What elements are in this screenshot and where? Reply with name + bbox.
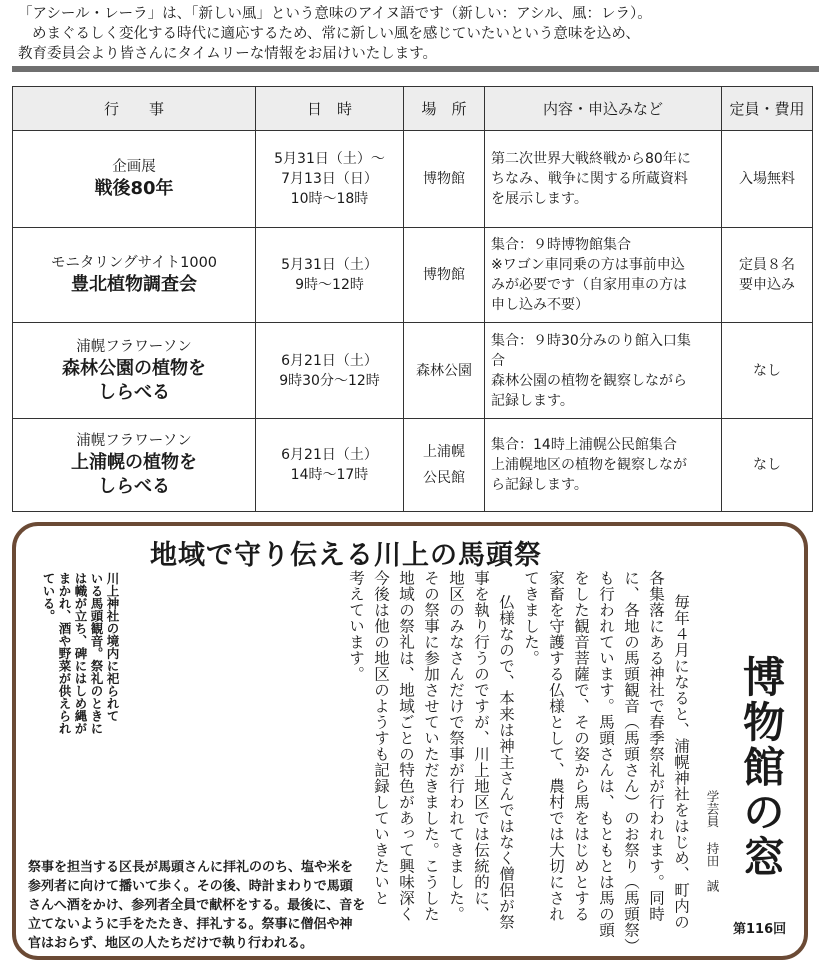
event-cell xyxy=(13,228,256,323)
content-line: 合 xyxy=(491,352,505,369)
photo-caption-line: いる馬頭観音。祭礼のときに xyxy=(89,572,104,735)
caption-line: さんへ酒をかけ、参列者全員で献杯をする。最後に、音を xyxy=(28,898,366,913)
header-fee: 定員・費用 xyxy=(722,87,813,131)
content-line: ちなみ、戦争に関する所蔵資料 xyxy=(491,171,688,187)
article-title: 地域で守り伝える川上の馬頭祭 xyxy=(150,540,542,571)
intro-line: 教育委員会より皆さんにタイムリーな情報をお届けいたします。 xyxy=(18,46,438,62)
table-row xyxy=(13,419,813,512)
photo-caption-bottom xyxy=(28,858,368,953)
time-line: 9時30分～12時 xyxy=(279,372,380,389)
article-column: 地区のみなさんだけで祭事が行われてきました。 xyxy=(447,570,465,922)
content-cell xyxy=(485,323,722,419)
issue-number: 第116回 xyxy=(733,922,787,937)
fee-line: 定員８名 xyxy=(739,257,795,273)
caption-line: 参列者に向けて播いて歩く。その後、時計まわりで馬頭 xyxy=(28,879,353,894)
event-cell xyxy=(13,131,256,228)
date-line: 6月21日（土） xyxy=(281,447,378,463)
date-cell xyxy=(256,419,404,512)
content-line: 集合：14時上浦幌公民館集合 xyxy=(491,437,677,453)
fee-cell xyxy=(722,228,813,323)
table-row xyxy=(13,131,813,228)
fee-cell: 入場無料 xyxy=(722,131,813,228)
date-cell xyxy=(256,131,404,228)
place-cell: 森林公園 xyxy=(404,323,485,419)
content-line: 第二次世界大戦終戦から80年に xyxy=(491,151,691,167)
photo-caption-line: 川上神社の境内に祀られて xyxy=(105,572,120,722)
place-line: 公民館 xyxy=(423,470,465,486)
time-line: 9時～12時 xyxy=(295,277,364,293)
intro-text xyxy=(18,4,818,64)
place-line: 上浦幌 xyxy=(423,444,465,460)
event-title: 豊北植物調査会 xyxy=(71,274,197,295)
content-line: 記録します。 xyxy=(491,392,574,409)
content-line: を展示します。 xyxy=(491,191,588,207)
article-column: 毎年４月になると、浦幌神社をはじめ、町内の xyxy=(672,594,690,930)
caption-line: 立てないように手をたたき、拝礼する。祭事に僧侶や神 xyxy=(28,917,353,932)
event-category: モニタリングサイト1000 xyxy=(50,255,218,271)
content-line: 集合：９時博物館集合 xyxy=(491,237,631,253)
article-column: も行われています。馬頭さんは、もともとは馬の頭 xyxy=(597,570,615,938)
article-column: に、各地の馬頭観音（馬頭さん）のお祭り（馬頭祭） xyxy=(622,570,640,954)
article-column: 事を執り行うのですが、川上地区では伝統的に、 xyxy=(472,570,490,922)
header-date: 日 時 xyxy=(256,87,404,131)
place-cell: 博物館 xyxy=(404,131,485,228)
event-cell xyxy=(13,323,256,419)
content-cell xyxy=(485,419,722,512)
article-column: 今後は他の地区のようすも記録していきたいと xyxy=(372,570,390,906)
intro-line: めまぐるしく変化する時代に適応するため、常に新しい風を感じていたいという意味を込め、 xyxy=(32,26,640,42)
article-column: をした観音菩薩で、その姿から馬をはじめとする xyxy=(572,570,590,922)
content-cell xyxy=(485,228,722,323)
table-row xyxy=(13,323,813,419)
events-table xyxy=(12,86,813,512)
photo-caption-line: は幟が立ち、碑にはしめ縄が xyxy=(73,572,88,735)
content-line: 集合：９時30分みのり館入口集 xyxy=(491,332,691,349)
article-column: 地域の祭礼は、地域ごとの特色があって興味深く xyxy=(397,570,415,922)
intro-line: 「アシール・レーラ」は、「新しい風」という意味のアイヌ語です（新しい：アシル、風：レラ）。 xyxy=(18,6,652,22)
content-line: 森林公園の植物を観察しながら xyxy=(491,372,687,389)
header-event: 行 事 xyxy=(13,87,256,131)
table-row xyxy=(13,228,813,323)
article-column: 家畜を守護する仏様として、農村では大切にされ xyxy=(547,570,565,922)
table-header-row xyxy=(13,87,813,131)
photo-caption-line: ている。 xyxy=(41,572,56,622)
event-title: しらべる xyxy=(98,381,170,403)
date-line: 6月21日（土） xyxy=(281,352,378,369)
date-cell xyxy=(256,228,404,323)
author-name: 持田 誠 xyxy=(705,842,720,892)
time-line: 14時～17時 xyxy=(290,467,369,483)
date-line: 7月13日（日） xyxy=(281,171,378,187)
date-line: 5月31日（土）～ xyxy=(274,151,385,167)
article-column: 各集落にある神社で春季祭礼が行われます。同時 xyxy=(647,570,665,922)
event-title: 上浦幌の植物を xyxy=(71,452,197,473)
article-column: てきました。 xyxy=(522,570,540,666)
content-line: みが必要です（自家用車の方は xyxy=(491,277,687,293)
place-cell xyxy=(404,419,485,512)
caption-line: 官はおらず、地区の人たちだけで執り行われる。 xyxy=(28,936,313,951)
event-category: 企画展 xyxy=(112,159,156,175)
event-title: 森林公園の植物を xyxy=(62,357,206,379)
header-place: 場 所 xyxy=(404,87,485,131)
event-cell xyxy=(13,419,256,512)
content-line: 申し込み不要） xyxy=(491,297,589,313)
photo-caption-line: まかれ、酒や野菜が供えられ xyxy=(57,572,72,735)
header-content: 内容・申込みなど xyxy=(485,87,722,131)
fee-line: 要申込み xyxy=(739,277,795,293)
event-category: 浦幌フラワーソン xyxy=(76,433,192,449)
fee-cell: なし xyxy=(722,419,813,512)
event-title: しらべる xyxy=(98,476,170,497)
event-title: 戦後80年 xyxy=(94,178,174,199)
column-brand: 博物館の窓 xyxy=(737,655,786,880)
content-line: ※ワゴン車同乗の方は事前申込 xyxy=(491,257,685,273)
section-divider xyxy=(12,66,819,72)
time-line: 10時～18時 xyxy=(290,191,369,207)
date-cell xyxy=(256,323,404,419)
article-column: その祭事に参加させていただきました。こうした xyxy=(422,570,440,922)
event-category: 浦幌フラワーソン xyxy=(76,338,192,355)
content-cell xyxy=(485,131,722,228)
place-cell: 博物館 xyxy=(404,228,485,323)
author-role: 学芸員 xyxy=(705,790,720,828)
date-line: 5月31日（土） xyxy=(281,257,378,273)
fee-cell: なし xyxy=(722,323,813,419)
content-line: 上浦幌地区の植物を観察しなが xyxy=(491,457,687,473)
caption-line: 祭事を担当する区長が馬頭さんに拝礼ののち、塩や米を xyxy=(28,860,354,875)
content-line: ら記録します。 xyxy=(491,477,588,493)
article-column: 仏様なので、本来は神主さんではなく僧侶が祭 xyxy=(497,594,515,930)
article-column: 考えています。 xyxy=(347,570,365,682)
